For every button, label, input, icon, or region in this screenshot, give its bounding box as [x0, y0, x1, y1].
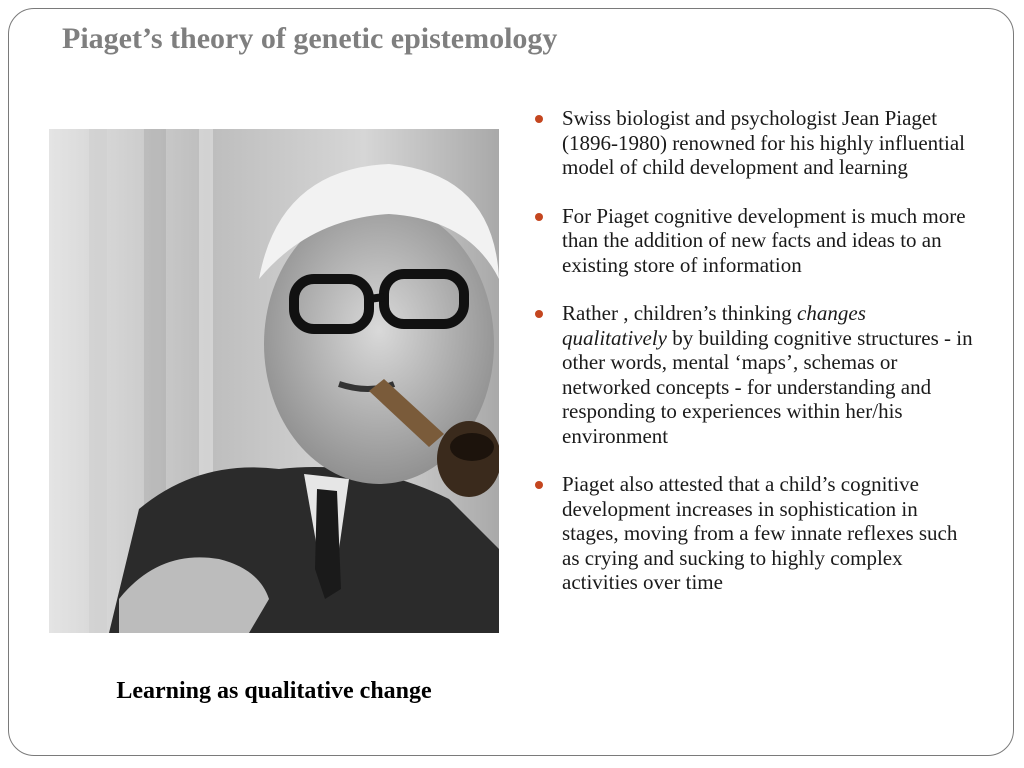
photo-caption: Learning as qualitative change [116, 678, 432, 704]
bullet-text-end: by building cognitive structures - in other words, mental ‘maps’, schemas or networked concepts - for understanding and responding to experiences within her/his environment [562, 325, 973, 448]
slide-title: Piaget’s theory of genetic epistemology [62, 22, 558, 55]
bullet-text-start: Rather , children’s thinking [562, 301, 798, 325]
portrait-photo-icon [49, 129, 499, 633]
bullet-item [533, 106, 973, 180]
bullet-item [533, 472, 973, 595]
bullet-icon [535, 481, 543, 489]
bullet-icon [535, 213, 543, 221]
bullet-text: Swiss biologist and psychologist Jean Piaget (1896-1980) renowned for his highly influential model of child development and learning [562, 106, 965, 179]
bullet-text: Piaget also attested that a child’s cognitive development increases in sophistication in stages, moving from a few innate reflexes such as crying and sucking to highly complex activities over time [562, 472, 958, 594]
bullet-icon [535, 310, 543, 318]
bullet-item [533, 301, 973, 448]
bullet-list [533, 106, 973, 619]
portrait-photo [49, 129, 499, 633]
bullet-text: For Piaget cognitive development is much more than the addition of new facts and ideas to an existing store of information [562, 203, 966, 277]
bullet-item [533, 204, 973, 278]
bullet-icon [535, 115, 543, 123]
bullet-text-emphasis: changes qualitatively [562, 301, 866, 350]
